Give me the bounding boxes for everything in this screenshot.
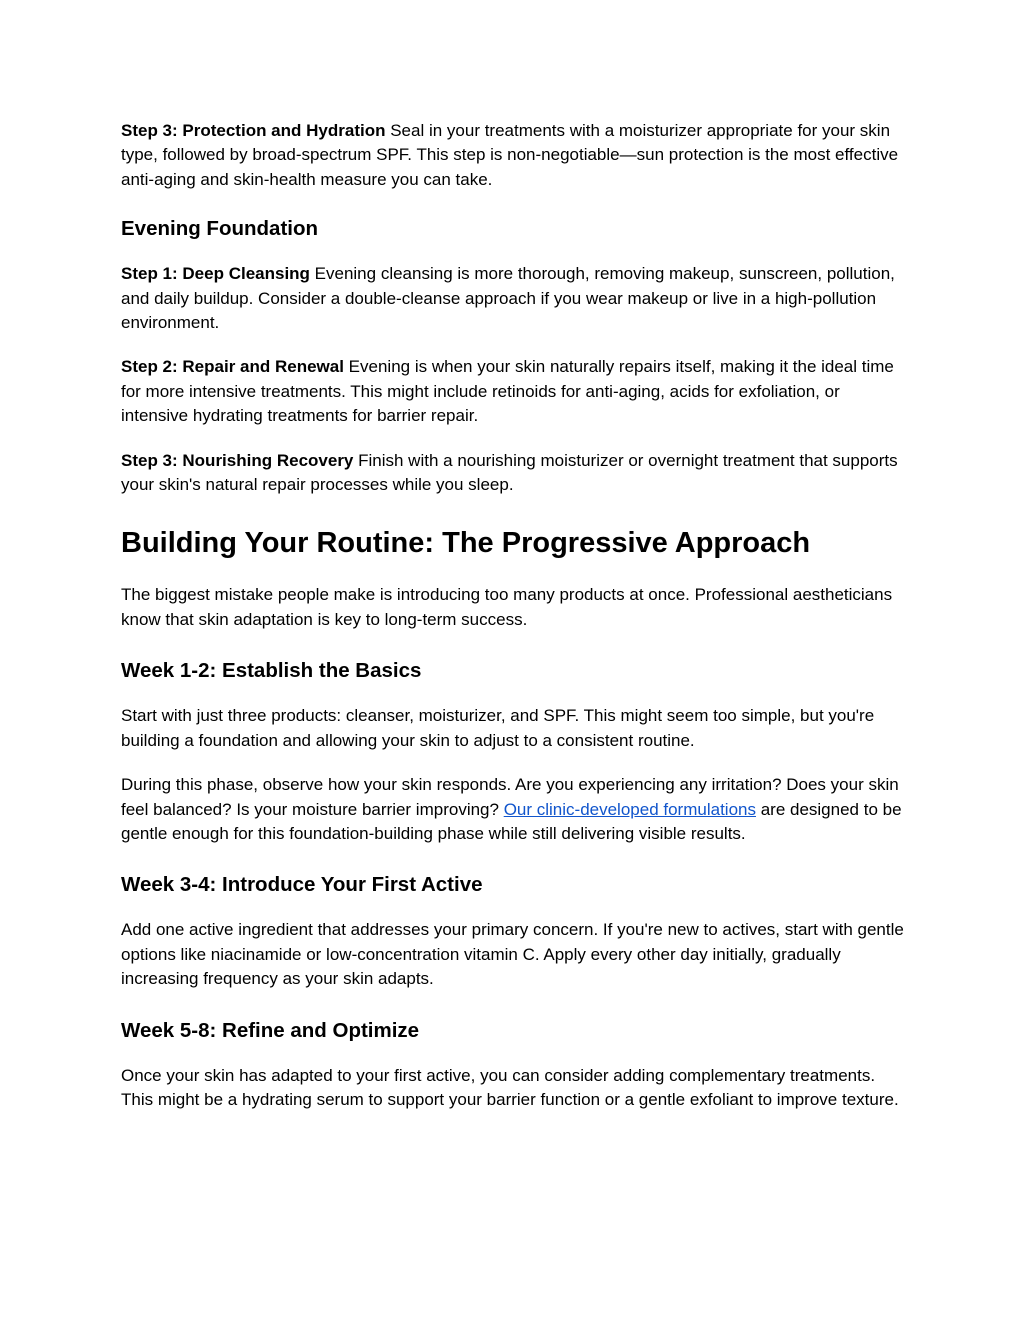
evening-step1-label: Step 1: Deep Cleansing <box>121 264 310 284</box>
morning-step3-paragraph <box>121 119 905 192</box>
week12-heading: Week 1-2: Establish the Basics <box>121 659 422 683</box>
evening-step2-paragraph <box>121 355 905 428</box>
week12-paragraph-1: Start with just three products: cleanser, moisturizer, and SPF. This might seem too simple, but you're building a foundation and allowing your skin to adjust to a consistent routine. <box>121 706 875 750</box>
week12-paragraph-2 <box>121 773 905 846</box>
evening-heading: Evening Foundation <box>121 217 319 241</box>
week34-paragraph: Add one active ingredient that addresses your primary concern. If you're new to actives, start with gentle options like niacinamide or low-concentration vitamin C. Apply every other day initially, gradually increasing frequency as your skin adapts. <box>121 920 904 989</box>
week58-heading: Week 5-8: Refine and Optimize <box>121 1018 420 1042</box>
evening-step3-paragraph <box>121 449 905 498</box>
evening-step3-label: Step 3: Nourishing Recovery <box>121 450 354 470</box>
building-heading: Building Your Routine: The Progressive Approach <box>121 527 811 560</box>
morning-step3-text: Seal in your treatments with a moisturizer appropriate for your skin type, followed by broad-spectrum SPF. This step is non-negotiable—sun protection is the most effective anti-aging and skin-health measure you can take. <box>121 121 899 189</box>
evening-step1-text: Evening cleansing is more thorough, removing makeup, sunscreen, pollution, and daily buildup. Consider a double-cleanse approach if you wear makeup or live in a high-pollution environment. <box>121 264 895 333</box>
week12-p2-after: are designed to be gentle enough for this foundation-building phase while still delivering visible results. <box>121 799 902 843</box>
building-intro: The biggest mistake people make is introducing too many products at once. Professional aestheticians know that skin adaptation is key to long-term success. <box>121 585 893 629</box>
week12-p2-before: During this phase, observe how your skin responds. Are you experiencing any irritation? Does your skin feel balanced? Is your moisture barrier improving? <box>121 775 899 819</box>
document-page <box>121 119 905 1112</box>
evening-step2-text: Evening is when your skin naturally repairs itself, making it the ideal time for more intensive treatments. This might include retinoids for anti-aging, acids for exfoliation, or intensive hydrating treatments for barrier repair. <box>121 357 894 426</box>
week34-heading: Week 3-4: Introduce Your First Active <box>121 873 483 897</box>
evening-step2-label: Step 2: Repair and Renewal <box>121 357 344 377</box>
morning-step3-label: Step 3: Protection and Hydration <box>121 121 386 140</box>
clinic-formulations-link[interactable]: Our clinic-developed formulations <box>503 799 756 819</box>
evening-step1-paragraph <box>121 262 905 335</box>
week58-paragraph: Once your skin has adapted to your first active, you can consider adding complementary treatments. This might be a hydrating serum to support your barrier function or a gentle exfoliant to improve texture. <box>121 1065 899 1109</box>
evening-step3-text: Finish with a nourishing moisturizer or overnight treatment that supports your skin's natural repair processes while you sleep. <box>121 450 898 495</box>
